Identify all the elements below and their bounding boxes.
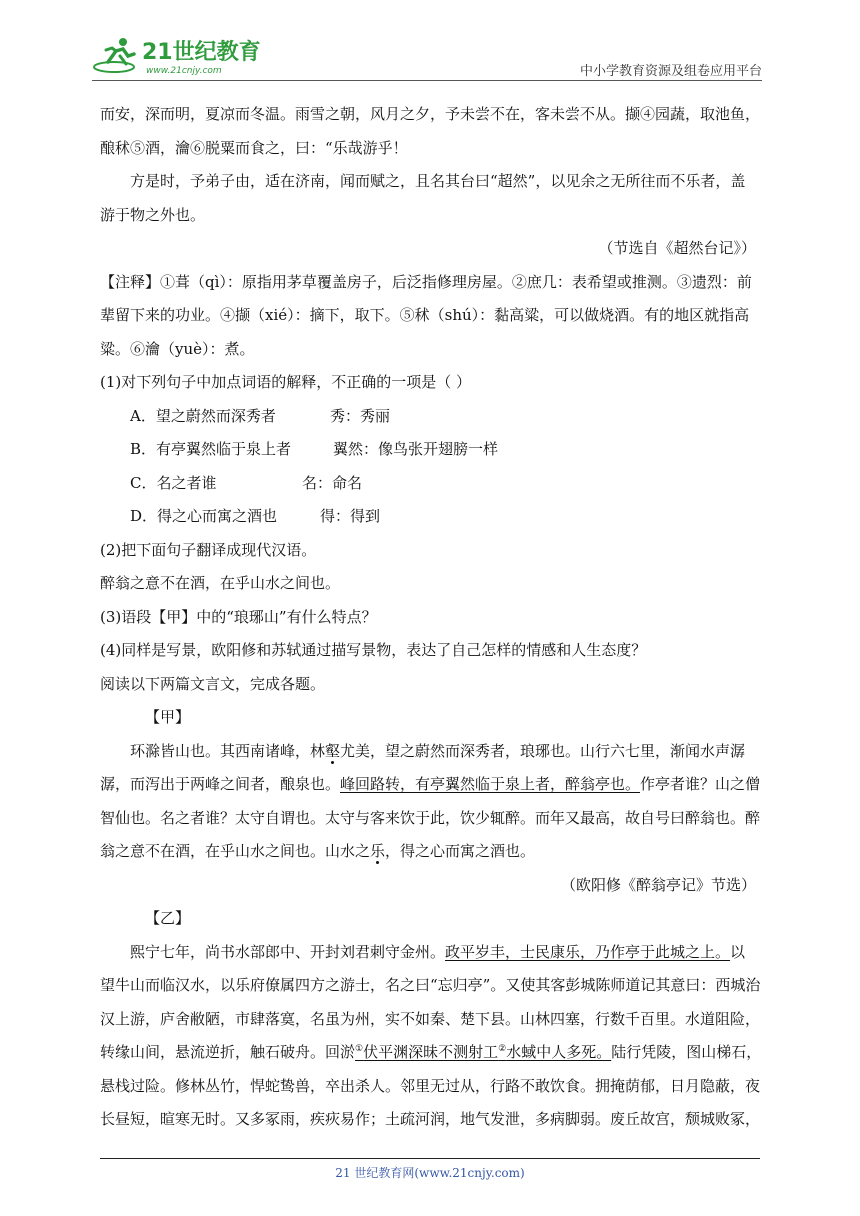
text-line: 而安，深而明，夏凉而冬温。雨雪之朝，风月之夕，予未尝不在，客未尝不从。撷④园蔬，取池鱼， — [100, 105, 761, 123]
question-4: (4)同样是写景，欧阳修和苏轼通过描写景物，表达了自己怎样的情感和人生态度？ — [100, 641, 647, 659]
21cnjy-logo — [92, 34, 272, 78]
notes-line: 粱。⑥瀹（yuè）：煮。 — [100, 339, 255, 358]
text-line: 酿秫⑤酒，瀹⑥脱粟而食之，曰：“乐哉游乎！ — [100, 138, 408, 157]
question-2: (2)把下面句子翻译成现代汉语。 — [100, 540, 317, 559]
notes-line: 辈留下来的功业。④撷（xié）：摘下，取下。⑤秫（shú）：黏高粱，可以做烧酒。有的地区就指高 — [100, 306, 750, 324]
footer-divider — [100, 1158, 760, 1159]
document-body — [100, 98, 760, 1137]
text-line: 游于物之外也。 — [100, 205, 206, 224]
jia-line: 环滁皆山也。其西南诸峰，林壑尤美，望之蔚然而深秀者，琅琊也。山行六七里，渐闻水声潺 — [130, 741, 746, 760]
option-b: B．有亭翼然临于泉上者 翼然：像鸟张开翅膀一样 — [130, 440, 499, 458]
svg-text:21世纪教育: 21世纪教育 — [142, 40, 261, 65]
dotted-word: 壑 — [325, 741, 341, 760]
underlined-sentence: 峰回路转，有亭翼然临于泉上者，醉翁亭也。 — [340, 775, 641, 793]
header-divider — [92, 80, 762, 81]
jia-line: 潺，而泻出于两峰之间者，酿泉也。峰回路转，有亭翼然临于泉上者，醉翁亭也。作亭者谁？山之僧 — [100, 775, 761, 793]
source-citation: （节选自《超然台记》） — [598, 239, 756, 257]
jia-source: （欧阳修《醉翁亭记》节选） — [560, 875, 756, 894]
yi-line: 熙宁七年，尚书水部郎中、开封刘君刺守金州。政平岁丰，士民康乐，乃作亭于此城之上。以 — [130, 942, 746, 961]
platform-name: 中小学教育资源及组卷应用平台 — [579, 64, 762, 79]
yi-heading: 【乙】 — [145, 909, 191, 927]
underlined-sentence: ①伏平渊深昧不测射工②水蜮中人多死。 — [355, 1043, 612, 1061]
notes-line: 【注释】①葺（qì）：原指用茅草覆盖房子，后泛指修理房屋。②庶几：表希望或推测。③遗烈：前 — [100, 272, 752, 291]
option-c: C．名之者谁 名：命名 — [130, 473, 363, 492]
question-3: (3)语段【甲】中的“琅琊山”有什么特点？ — [100, 607, 377, 626]
yi-line: 转缘山间，悬流逆折，触石破舟。回淤①伏平渊深昧不测射工②水蜮中人多死。陆行凭陵，图山梯石， — [100, 1043, 762, 1061]
yi-line: 长昼短，暄寒无时。又多冢雨，疾疢易作；土疏河润，地气发泄，多病脚弱。废丘故宫，颓城败冢， — [100, 1110, 761, 1128]
dotted-word: 乐 — [370, 842, 386, 860]
footer-link[interactable]: 21 世纪教育网(www.21cnjy.com) — [335, 1166, 525, 1180]
question-2-sentence: 醉翁之意不在酒，在乎山水之间也。 — [100, 574, 341, 592]
yi-line: 悬栈过险。修林丛竹，悍蛇鸷兽，卒出杀人。邻里无过从，行路不敢饮食。拥掩荫郁，日月隐蔽，夜 — [100, 1076, 761, 1095]
page-header — [92, 34, 762, 80]
jia-line: 智仙也。名之者谁？太守自谓也。太守与客来饮于此，饮少辄醉。而年又最高，故自号曰醉翁也。醉 — [100, 808, 761, 827]
option-a: A．望之蔚然而深秀者 秀：秀丽 — [130, 406, 391, 425]
yi-line: 望牛山而临汉水，以乐府僚属四方之游士，名之曰“忘归亭”。又使其客彭城陈师道记其意曰：西城治 — [100, 976, 761, 994]
option-d: D．得之心而寓之酒也 得：得到 — [130, 507, 381, 525]
jia-line: 翁之意不在酒，在乎山水之间也。山水之乐，得之心而寓之酒也。 — [100, 842, 536, 860]
underlined-sentence: 政平岁丰，士民康乐，乃作亭于此城之上。 — [445, 942, 731, 961]
yi-line: 汉上游，庐舍敝陋，市肆落寞，名虽为州，实不如秦、楚下县。山林四塞，行数千百里。水道阻险， — [100, 1009, 761, 1028]
question-1: (1)对下列句子中加点词语的解释，不正确的一项是（ ） — [100, 373, 472, 391]
jia-heading: 【甲】 — [145, 708, 191, 726]
text-line: 方是时，予弟子由，适在济南，闻而赋之，且名其台曰“超然”，以见余之无所往而不乐者，盖 — [130, 172, 746, 190]
svg-text:www.21cnjy.com: www.21cnjy.com — [146, 66, 222, 76]
reading-instruction: 阅读以下两篇文言文，完成各题。 — [100, 674, 326, 693]
